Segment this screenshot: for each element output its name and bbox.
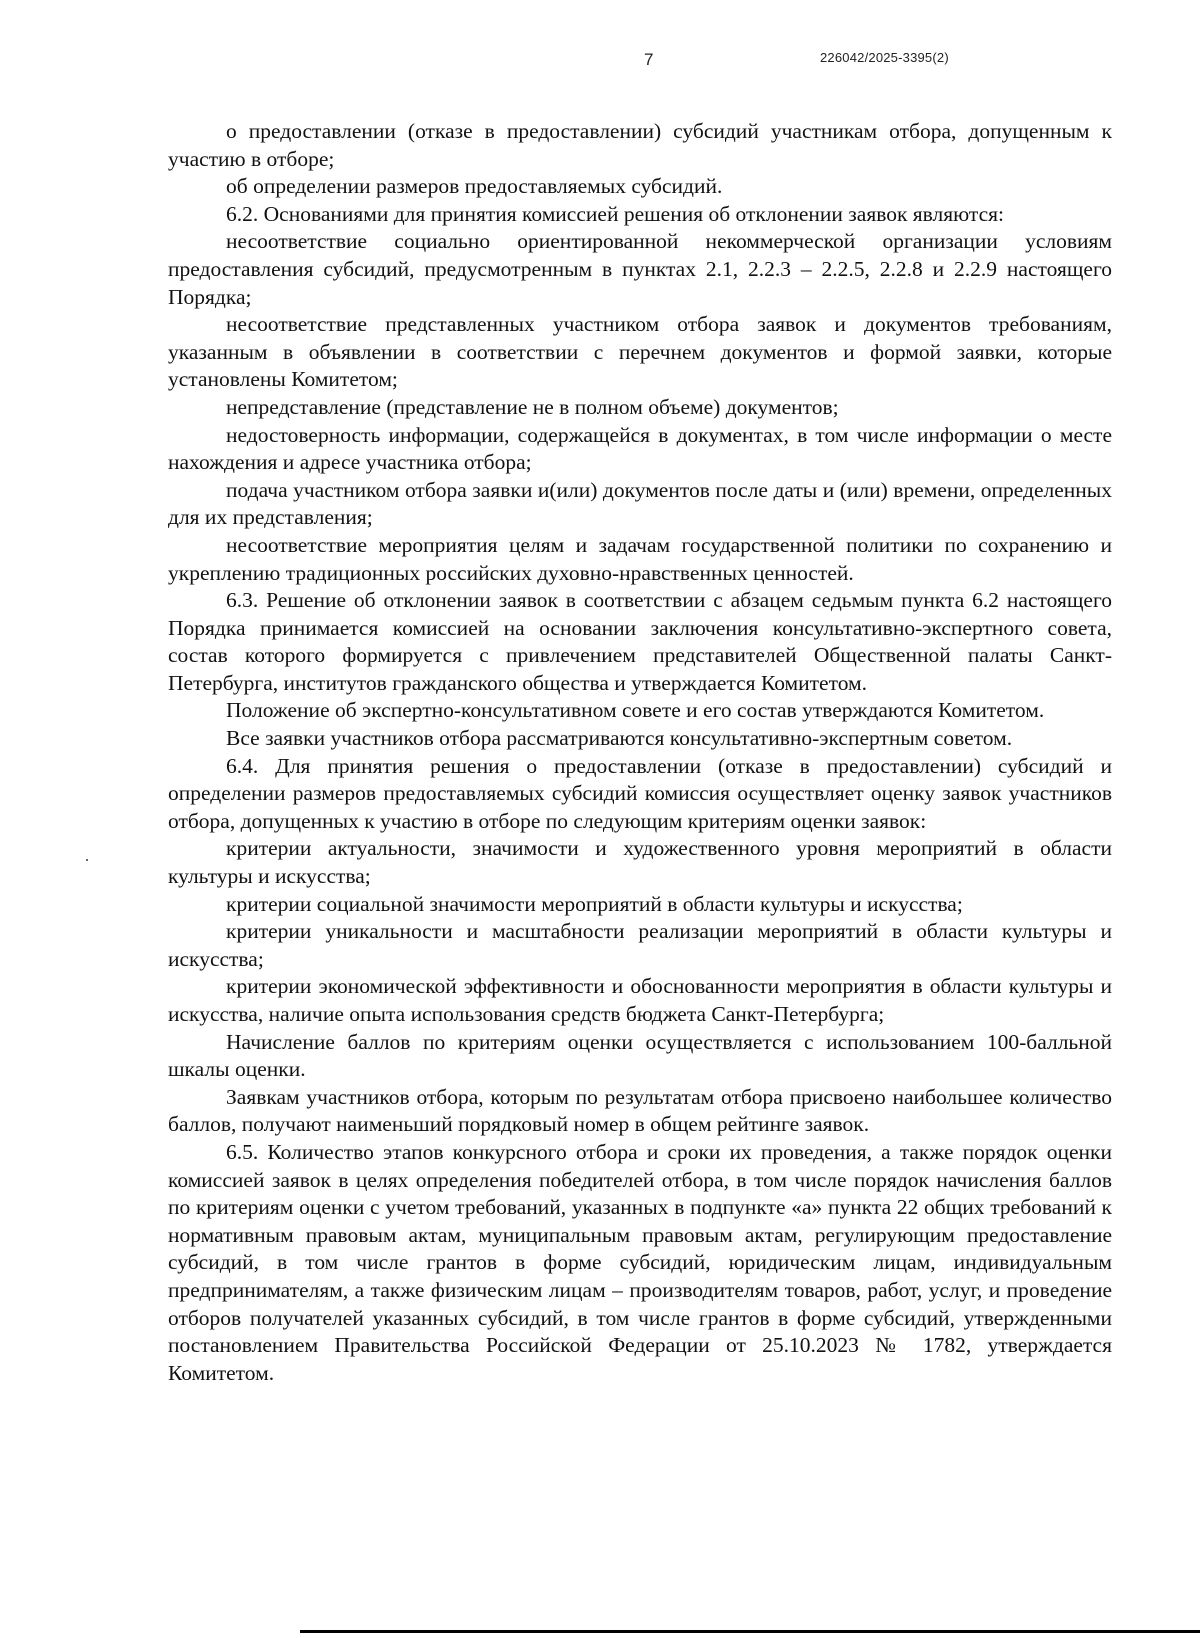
document-body	[168, 118, 1112, 1387]
paragraph: непредставление (представление не в полном объеме) документов;	[226, 394, 839, 419]
paragraph: недостоверность информации, содержащейся в документах, в том числе информации о месте нахождения и адресе участника отбора;	[168, 422, 1112, 475]
paragraph: несоответствие мероприятия целям и задачам государственной политики по сохранению и укреплению традиционных российских духовно-нравственных ценностей.	[168, 532, 1112, 585]
paragraph: критерии социальной значимости мероприятий в области культуры и искусства;	[226, 891, 963, 916]
paragraph: 6.5. Количество этапов конкурсного отбора и сроки их проведения, а также порядок оценки комиссией заявок в целях определения победителей отбора, в том числе порядок начисления баллов по критериям оценки с учетом требований, указанных в подпункте «а» пункта 22 общих требований к нормативным правовым актам, муниципальным правовым актам, регулирующим предоставление субсидий, в том числе грантов в форме субсидий, юридическим лицам, индивидуальным предпринимателям, а также физическим лицам – производителям товаров, работ, услуг, и проведение отборов получателей указанных субсидий, в том числе грантов в форме субсидий, утвержденными постановлением Правительства Российской Федерации от 25.10.2023 № 1782, утверждается Комитетом.	[168, 1139, 1112, 1385]
paragraph: об определении размеров предоставляемых субсидий.	[226, 174, 723, 199]
paragraph: о предоставлении (отказе в предоставлении) субсидий участникам отбора, допущенным к участию в отборе;	[168, 119, 1112, 171]
paragraph: критерии уникальности и масштабности реализации мероприятий в области культуры и искусства;	[168, 919, 1112, 971]
paragraph: несоответствие социально ориентированной некоммерческой организации условиям предоставления субсидий, предусмотренным в пунктах 2.1, 2.2.3 – 2.2.5, 2.2.8 и 2.2.9 настоящего Порядка;	[168, 229, 1112, 309]
paragraph: Заявкам участников отбора, которым по результатам отбора присвоено наибольшее количество баллов, получают наименьший порядковый номер в общем рейтинге заявок.	[168, 1084, 1112, 1137]
page-number: 7	[644, 50, 654, 69]
bottom-scan-edge-line	[300, 1630, 1200, 1633]
paragraph: Положение об экспертно-консультативном совете и его состав утверждаются Комитетом.	[226, 698, 1045, 723]
paragraph: подача участником отбора заявки и(или) документов после даты и (или) времени, определенных для их представления;	[168, 477, 1112, 530]
scan-speck	[86, 859, 88, 861]
document-registration-number: 226042/2025-3395(2)	[820, 50, 949, 65]
paragraph: 6.4. Для принятия решения о предоставлении (отказе в предоставлении) субсидий и определении размеров предоставляемых субсидий комиссия осуществляет оценку заявок участников отбора, допущенных к участию в отборе по следующим критериям оценки заявок:	[168, 753, 1112, 833]
paragraph: 6.3. Решение об отклонении заявок в соответствии с абзацем седьмым пункта 6.2 настоящего Порядка принимается комиссией на основании заключения консультативно-экспертного совета, состав которого формируется с привлечением представителей Общественной палаты Санкт-Петербурга, институтов гражданского общества и утверждается Комитетом.	[168, 588, 1112, 695]
paragraph: 6.2. Основаниями для принятия комиссией решения об отклонении заявок являются:	[226, 201, 1004, 226]
paragraph: критерии актуальности, значимости и художественного уровня мероприятий в области культуры и искусства;	[168, 836, 1112, 889]
paragraph: Начисление баллов по критериям оценки осуществляется с использованием 100-балльной шкалы оценки.	[168, 1029, 1112, 1082]
paragraph: Все заявки участников отбора рассматриваются консультативно-экспертным советом.	[226, 726, 1013, 751]
paragraph: несоответствие представленных участником отбора заявок и документов требованиям, указанным в объявлении в соответствии с перечнем документов и формой заявки, которые установлены Комитетом;	[168, 312, 1112, 392]
paragraph: критерии экономической эффективности и обоснованности мероприятия в области культуры и искусства, наличие опыта использования средств бюджета Санкт-Петербурга;	[168, 974, 1112, 1026]
